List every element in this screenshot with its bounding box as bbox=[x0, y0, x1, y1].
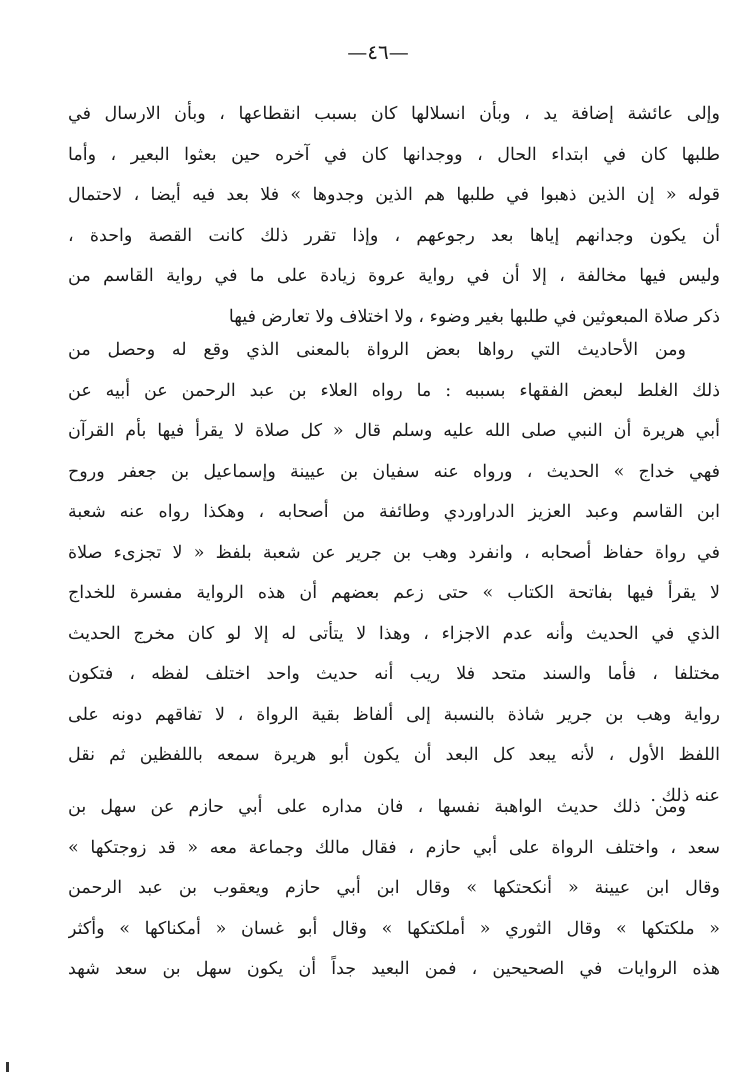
text-line: وليس فيها مخالفة ، إلا أن في رواية عروة زيادة على ما في رواية القاسم من bbox=[68, 266, 720, 286]
text-line: وقال ابن عيينة « أنكحتكها » وقال ابن أبي حازم ويعقوب بن عبد الرحمن bbox=[68, 878, 720, 898]
text-line: سعد ، واختلف الرواة على أبي حازم ، فقال مالك وجماعة معه « قد زوجتكها » bbox=[68, 837, 720, 858]
text-line: ابن القاسم وعبد العزيز الدراوردي وطائفة من أصحابه ، وهكذا رواه عنه شعبة bbox=[68, 502, 720, 522]
text-line: في رواة حفاظ أصحابه ، وانفرد وهب بن جرير عن شعبة بلفظ « لا تجزىء صلاة bbox=[68, 542, 720, 563]
text-line: أبي هريرة أن النبي صلى الله عليه وسلم قال « كل صلاة لا يقرأ فيها بأم القرآن bbox=[68, 421, 720, 441]
text-line: اللفظ الأول ، لأنه يبعد كل البعد أن يكون أبو هريرة سمعه باللفظين ثم نقل bbox=[68, 745, 720, 765]
text-line: عنه ذلك . bbox=[650, 785, 720, 806]
text-line: مختلفا ، فأما والسند متحد فلا ريب أنه حديث واحد اختلف لفظه ، فتكون bbox=[68, 664, 720, 684]
text-line: وإلى عائشة إضافة يد ، وبأن انسلالها كان بسبب انقطاعها ، وبأن الارسال في bbox=[68, 104, 720, 124]
text-line: ذلك الغلط لبعض الفقهاء بسببه : ما رواه العلاء بن عبد الرحمن عن أبيه عن bbox=[68, 380, 720, 401]
scan-edge-mark bbox=[6, 1062, 9, 1072]
text-line: طلبها كان في ابتداء الحال ، ووجدانها كان في آخره حين بعثوا البعير ، وأما bbox=[68, 144, 720, 165]
text-line: قوله « إن الذين ذهبوا في طلبها هم الذين وجدوها » فلا بعد فيه أيضا ، لاحتمال bbox=[68, 185, 720, 205]
text-line: لا يقرأ فيها بفاتحة الكتاب » حتى زعم بعضهم أن هذه الرواية مفسرة للخداج bbox=[68, 583, 720, 603]
text-line: ومن الأحاديث التي رواها بعض الرواة بالمعنى الذي وقع له وحصل من bbox=[68, 340, 686, 360]
paragraph-3 bbox=[68, 787, 720, 990]
page-number: —٤٦— bbox=[347, 40, 409, 64]
text-line: هذه الروايات في الصحيحين ، فمن البعيد جداً أن يكون سهل بن سعد شهد bbox=[68, 959, 720, 979]
text-line: ذكر صلاة المبعوثين في طلبها بغير وضوء ، ولا اختلاف ولا تعارض فيها bbox=[228, 306, 720, 327]
text-line: أن يكون وجدانهم إياها بعد رجوعهم ، وإذا تقرر ذلك كانت القصة واحدة ، bbox=[68, 225, 720, 246]
text-line: فهي خداج » الحديث ، ورواه عنه سفيان بن عيينة وإسماعيل بن جعفر وروح bbox=[68, 461, 720, 482]
text-line: « ملكتكها » وقال الثوري « أملكتكها » وقال أبو غسان « أمكناكها » وأكثر bbox=[68, 918, 720, 939]
text-line: الذي في الحديث وأنه عدم الاجزاء ، وهذا لا يتأتى له إلا لو كان مخرج الحديث bbox=[68, 623, 720, 644]
text-line: رواية وهب بن جرير شاذة بالنسبة إلى ألفاظ بقية الرواة ، لا تفاقهم دونه على bbox=[68, 704, 720, 725]
paragraph-2 bbox=[68, 330, 720, 816]
text-line: ومن ذلك حديث الواهبة نفسها ، فان مداره على أبي حازم عن سهل بن bbox=[68, 797, 686, 817]
paragraph-1 bbox=[68, 94, 720, 337]
